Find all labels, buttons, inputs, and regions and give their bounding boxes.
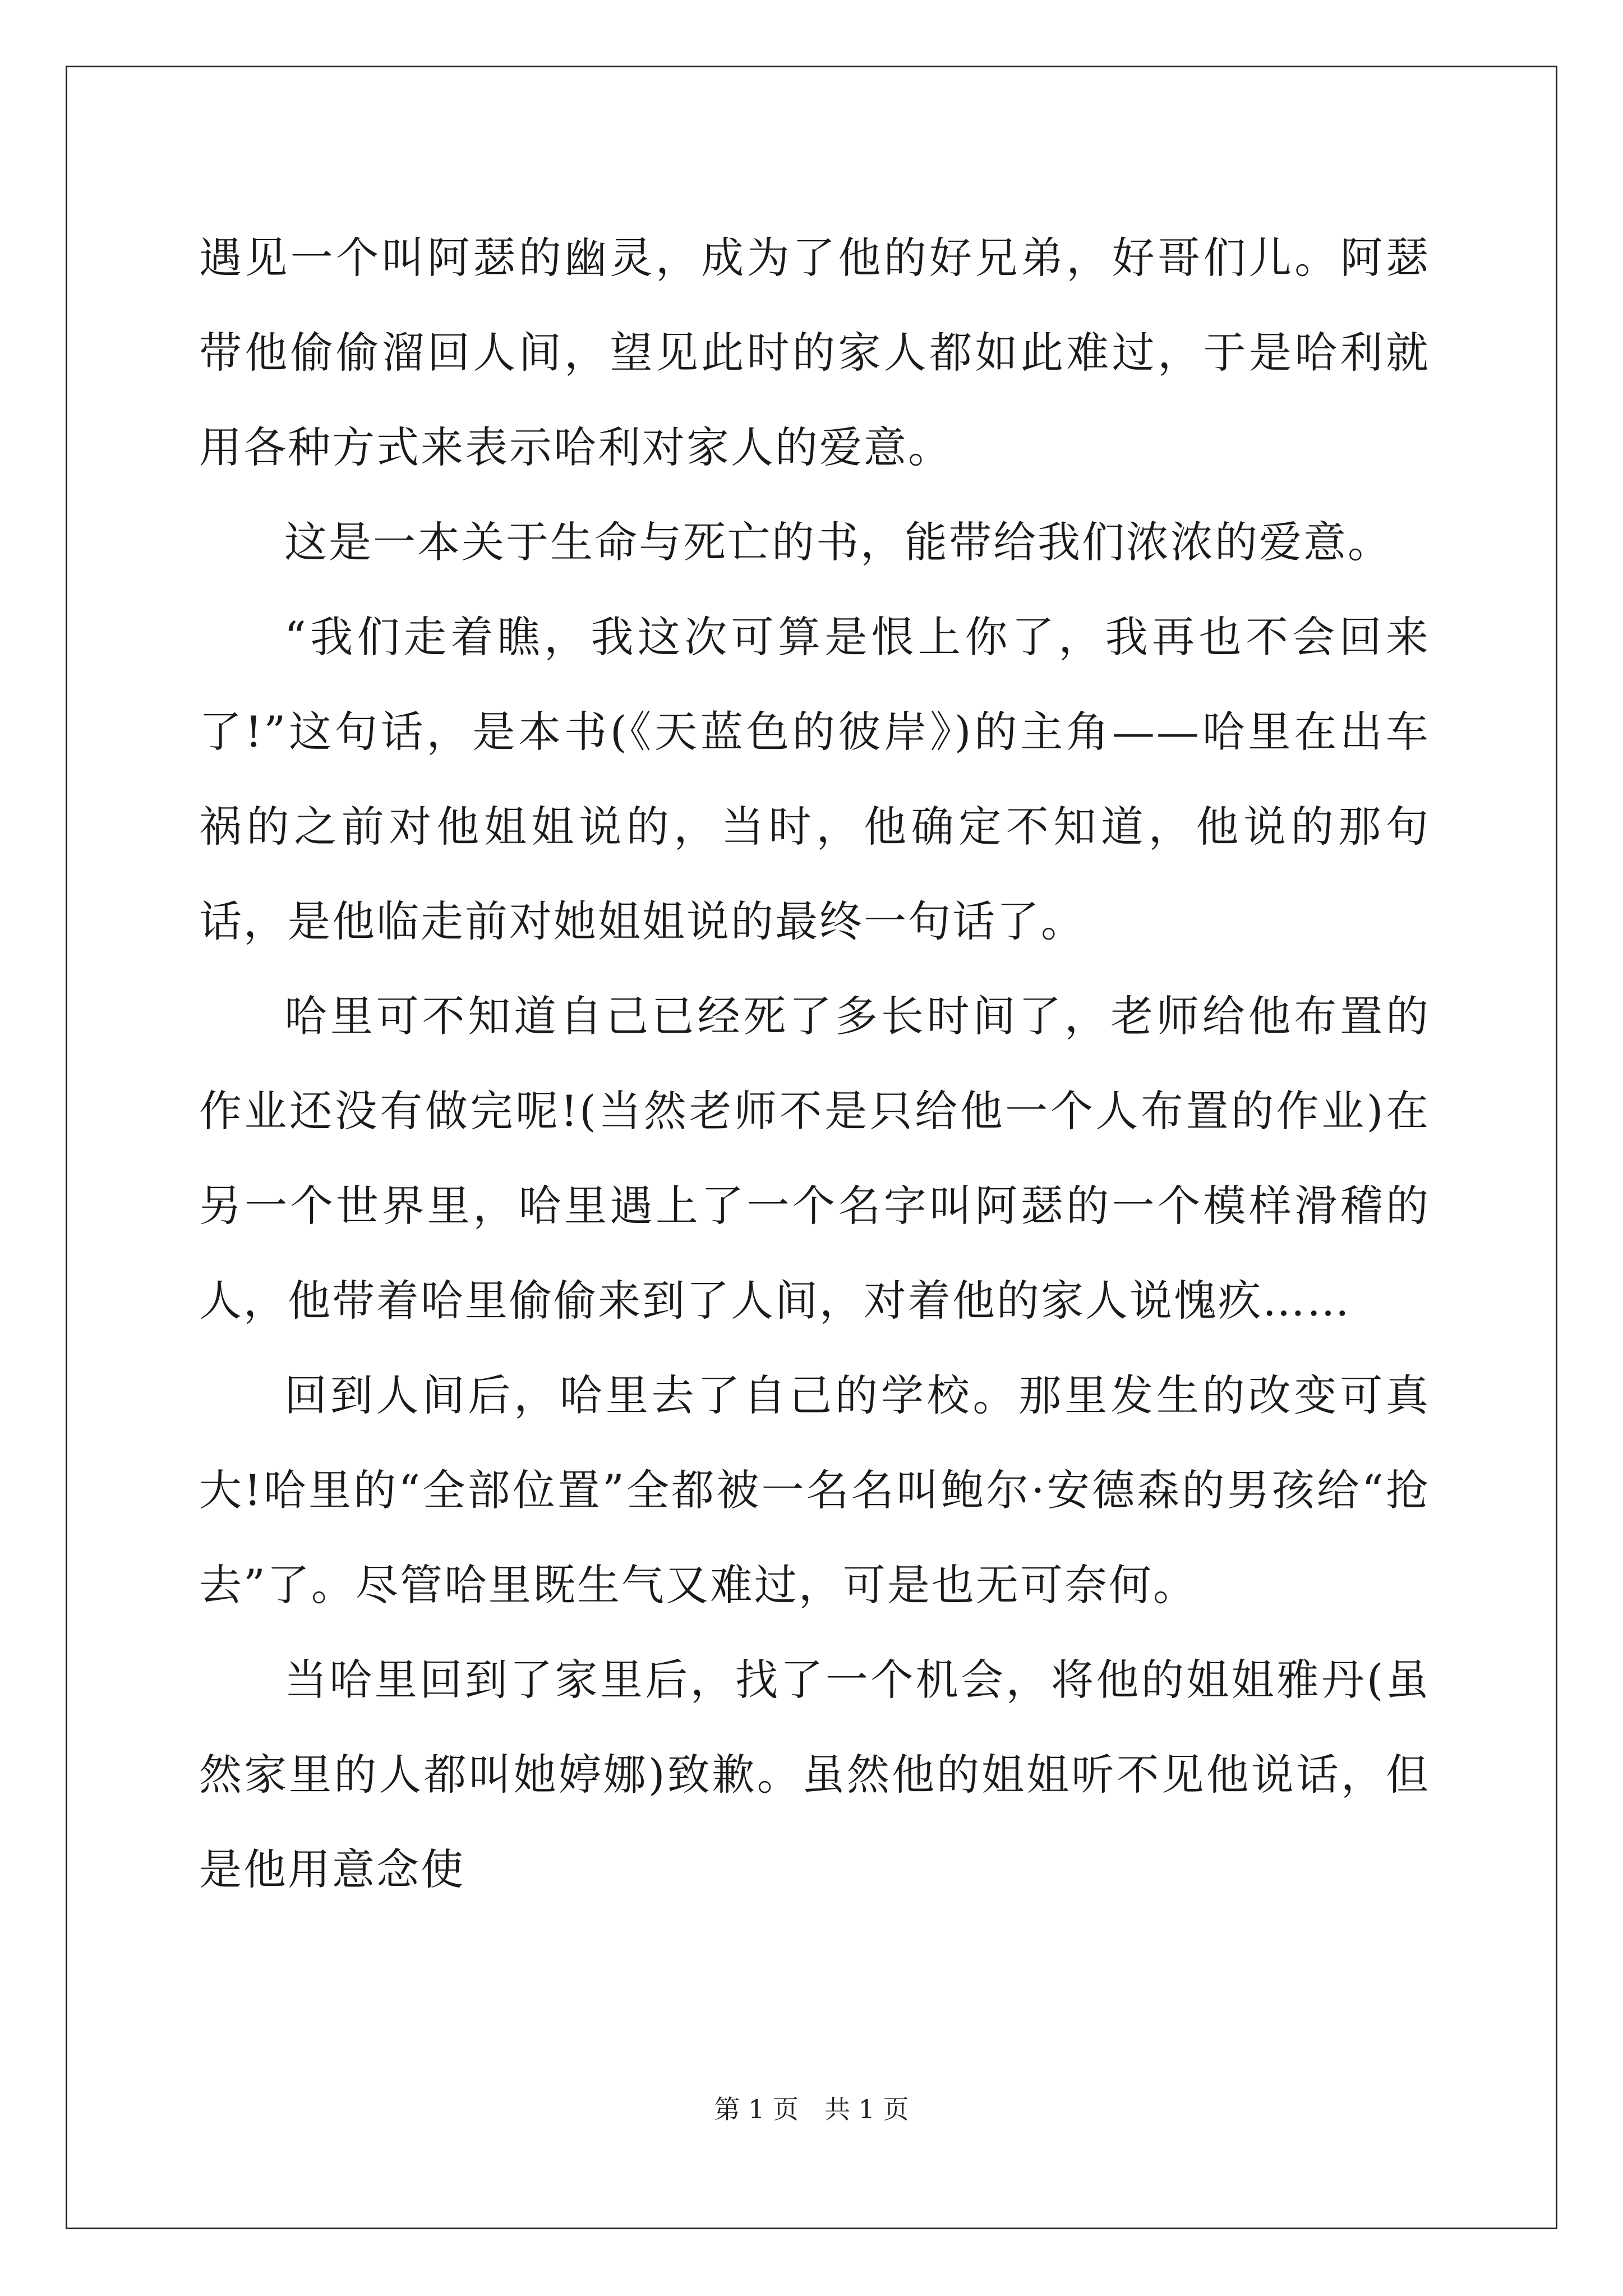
paragraph-2: 这是一本关于生命与死亡的书，能带给我们浓浓的爱意。 — [284, 517, 1392, 567]
paragraph-3: “我们走着瞧，我这次可算是恨上你了，我再也不会回来了!”这句话，是本书(《天蓝色的彼岸》)的主角——哈里在出车祸的之前对他姐姐说的，当时，他确定不知道，他说的那句话，是他临走前对她姐姐说的最终一句话了。 — [199, 612, 1430, 946]
paragraph-6: 当哈里回到了家里后，找了一个机会，将他的姐姐雅丹(虽然家里的人都叫她婷娜)致歉。虽然他的姐姐听不见他说话，但是他用意念使 — [199, 1655, 1430, 1894]
document-body — [199, 210, 1430, 1917]
paragraph-4: 哈里可不知道自己已经死了多长时间了，老师给他布置的作业还没有做完呢!(当然老师不是只给他一个人布置的作业)在另一个世界里，哈里遇上了一个名字叫阿瑟的一个模样滑稽的人，他带着哈里偷偷来到了人间，对着他的家人说愧疚…… — [199, 991, 1430, 1326]
page-number-footer: 第 1 页 共 1 页 — [714, 2094, 909, 2124]
paragraph-5: 回到人间后，哈里去了自己的学校。那里发生的改变可真大!哈里的“全部位置”全都被一名名叫鲍尔·安德森的男孩给“抢去”了。尽管哈里既生气又难过，可是也无可奈何。 — [199, 1370, 1430, 1610]
paragraph-1: 遇见一个叫阿瑟的幽灵，成为了他的好兄弟，好哥们儿。阿瑟带他偷偷溜回人间，望见此时的家人都如此难过，于是哈利就用各种方式来表示哈利对家人的爱意。 — [199, 233, 1430, 472]
